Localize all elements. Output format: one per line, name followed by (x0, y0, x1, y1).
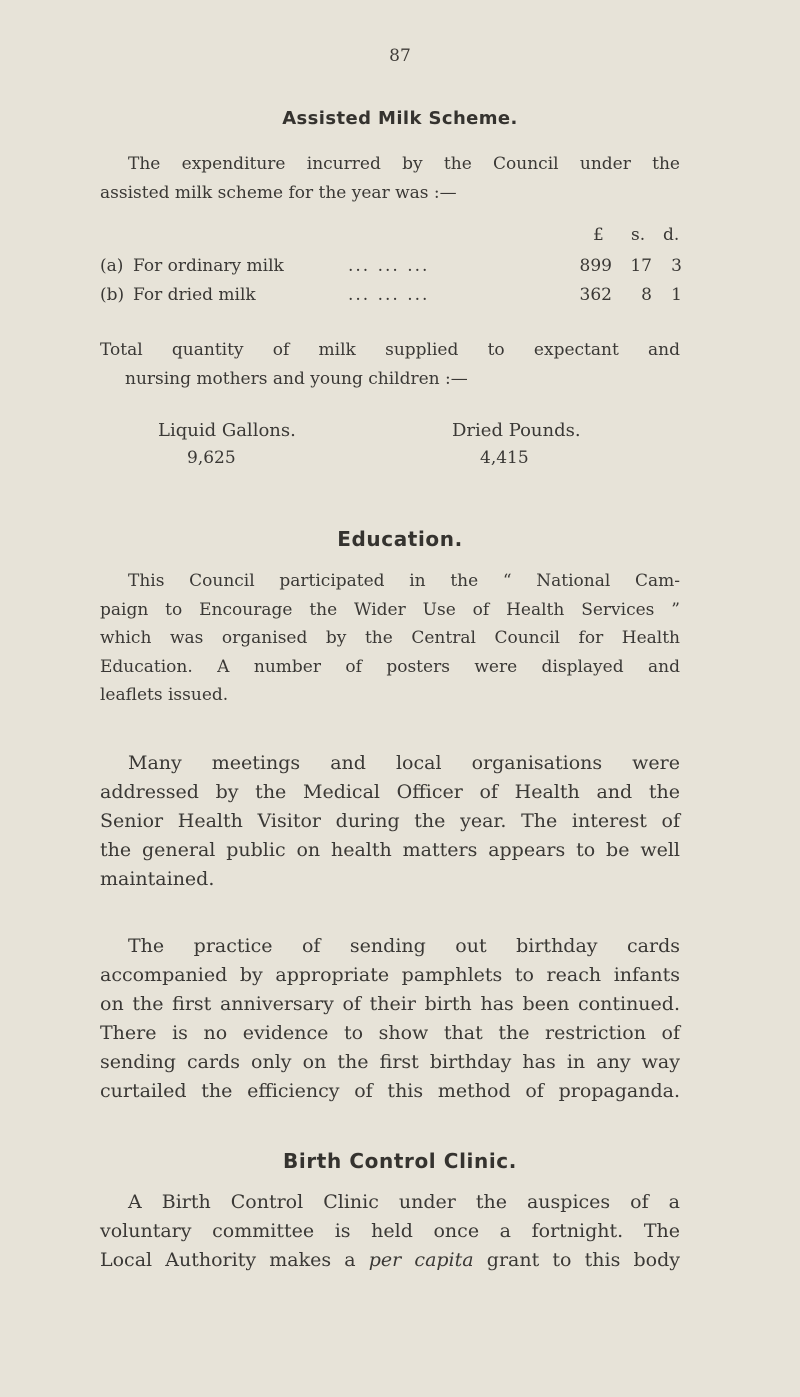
row-leader-dots: ... ... ... (348, 256, 430, 276)
education-line: which was organised by the Central Council for Health (100, 628, 680, 648)
row-label: (b) (100, 285, 125, 305)
dried-pounds-value: 4,415 (480, 448, 529, 468)
page-number: 87 (389, 46, 411, 66)
row-item: For ordinary milk (133, 256, 284, 276)
birth-control-line: voluntary committee is held once a fortnight. The (100, 1220, 680, 1242)
shillings-header: s. (631, 225, 646, 245)
education-line: Many meetings and local organisations were (128, 752, 680, 774)
education-line: The practice of sending out birthday cards (128, 935, 680, 957)
education-line: Senior Health Visitor during the year. The interest of (100, 810, 680, 832)
milk-intro-line: assisted milk scheme for the year was :— (100, 182, 457, 203)
per-capita-italic: per capita (368, 1249, 474, 1271)
milk-intro-paragraph (100, 150, 680, 207)
pounds-header: £ (593, 225, 604, 245)
row-item: For dried milk (133, 285, 256, 305)
education-line: the general public on health matters appears to be well (100, 839, 680, 861)
dried-pounds-header: Dried Pounds. (452, 420, 581, 441)
last-line-end: grant to this body (473, 1249, 681, 1271)
education-paragraph-2 (100, 749, 680, 894)
education-line: maintained. (100, 868, 215, 890)
education-paragraph-1 (100, 567, 680, 710)
row-label: (a) (100, 256, 124, 276)
liquid-gallons-value: 9,625 (187, 448, 236, 468)
birth-control-heading: Birth Control Clinic. (283, 1149, 517, 1173)
education-line: curtailed the efficiency of this method of propaganda. (100, 1080, 680, 1102)
education-line: on the first anniversary of their birth has been continued. (100, 993, 680, 1015)
education-line: accompanied by appropriate pamphlets to reach infants (100, 964, 680, 986)
education-line: leaflets issued. (100, 685, 229, 705)
education-heading: Education. (337, 527, 463, 551)
row-pounds: 362 (579, 285, 612, 305)
education-line: addressed by the Medical Officer of Health and the (100, 781, 680, 803)
row-pence: 3 (671, 256, 682, 276)
birth-control-paragraph (100, 1188, 680, 1275)
milk-total-line: Total quantity of milk supplied to expectant and (100, 340, 680, 360)
birth-control-line: A Birth Control Clinic under the auspices of a (128, 1191, 680, 1213)
education-paragraph-3 (100, 932, 680, 1106)
education-line: sending cards only on the first birthday has in any way (100, 1051, 680, 1073)
last-line-start: Local Authority makes a (100, 1249, 369, 1271)
row-leader-dots: ... ... ... (348, 285, 430, 305)
education-line: paign to Encourage the Wider Use of Health Services ” (100, 599, 680, 620)
pence-header: d. (663, 225, 680, 245)
milk-total-line: nursing mothers and young children :— (125, 368, 468, 389)
row-shillings: 8 (641, 285, 652, 305)
birth-control-last-line (100, 1246, 680, 1275)
education-line: Education. A number of posters were displayed and (100, 656, 680, 677)
row-pounds: 899 (579, 256, 612, 276)
milk-total-paragraph (100, 336, 680, 393)
milk-intro-line: The expenditure incurred by the Council under the (128, 154, 680, 174)
row-shillings: 17 (630, 256, 652, 276)
liquid-gallons-header: Liquid Gallons. (158, 420, 296, 441)
education-line: There is no evidence to show that the restriction of (100, 1022, 680, 1044)
education-line: This Council participated in the “ National Cam- (128, 571, 680, 591)
milk-scheme-heading: Assisted Milk Scheme. (282, 108, 518, 129)
row-pence: 1 (671, 285, 682, 305)
